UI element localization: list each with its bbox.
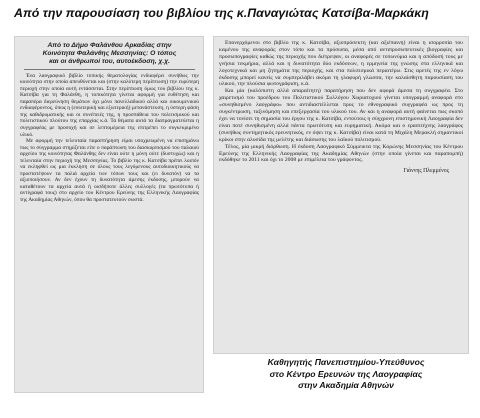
- article-body-right: [219, 40, 463, 164]
- caption-line: Καθηγητής Πανεπιστημίου-Υπεύθυνος: [267, 357, 425, 367]
- book-title: [24, 42, 195, 70]
- caption-line: στην Ακαδημία Αθηνών: [298, 380, 394, 391]
- article-paragraph: Ένα λαογραφικό βιβλίο τοπικής θεματολογίας ενδιαφέρει συνήθως την κοινότητα στην οποία απευθύνεται και (στην καλύτερη περίπτωση) την ευρύτερη περιοχή στην οποία αυτή εντάσσεται. Στην περίπτωση όμως του βιβλίου της κ. Κατσίβα για τη Φαλάνθη, η τοπικότητα γίνεται αφορμή για ευθέτηση και παραπέρα διερεύνηση θεμάτων όχι μόνο πανελλαδικού αλλά και οικουμενικού ενδιαφέροντος, όπως η (εσωτερική και εξωτερική) μετανάστευση, η ύστερη φάση της καθιδρυματικής και οι συνέπειές της, η προσπάθεια του πολιτισμικού και πολιτιστικού πλούτου της επαρχίας κ.ά. Τα θέματα αυτά τα διαπραγματεύεται η συγγραφέας με προσοχή και σε λεπτομέρεια της επιτρέπει το συγκεκριμένο υλικό.: [20, 72, 199, 138]
- article-paragraph: Με αφορμή την τελευταία παραπτήρηση είμαι υποχρεωμένη να επισημάνω πως το σύγγραμμα στηρίζεται είτε ο παράπτωση του διασκορπισμού του παλαιού αρχείου της κοινότητας Φαλάνθης δεν είναι ούτε η μόνη ούτε (δυστυχώς) και η τελευταία στην περιοχή της Μεσσηνίας. Το βιβλίο της κ. Κατσίβα πρέπει λοιπόν να εκληφθεί ως μια έκκληση σε όλους τους λεγόμενους αυτοδιοικητικούς να προστατέψουν τα παλιά αρχεία των τόπων τους και (ει δυνατόν) να τα αξιοποιήσουν. Αν δεν έχουν τη δυνατότητα άμεσης έκδοσης, μπορούν να καταθέτουν τα αρχεία αυτά ή οισδήποτε άλλες συλλογές (τα πρωτότυπα ή αντίγραφά τους) στο αρχείο του Κέντρου Ερεύνης της Ελληνικής Λαογραφίας της Ακαδημίας Αθηνών, όπου θα προστατευτούν σωστά.: [20, 138, 199, 203]
- newspaper-clipping-right: [213, 36, 469, 354]
- caption-line: στο Κέντρο Ερευνών της Λαογραφίας: [269, 368, 423, 379]
- book-title-line: και οι άνθρωποί του, αυτοέκδοση, χ.χ.: [49, 58, 170, 66]
- article-paragraph: Επανερχόμενοι στο βιβλίο της κ. Κατσίβα, αξιοπρόσεκτη (και αξιέπαινη) είναι η ισορροπία του καμένου της αναφοράς στον τόπο και τα πρόσωπα, μέσα από αντιπροσωπευτικές βιογραφίες και προσωπογραφίες καθώς της περιοχής που διέτρεψαν, οι αναφορές σε τοπωνύμια και η απόδοσή τους με γνήσια τεκμήρια, αλλά και η δυνατότητα δύο εκδόσεων, η ερμηνεία της γνώσης στα ελληνικά και λογοτεχνικά και μη ζητημάτα της περιοχής, και στα πολιτισμικά περαιτέρω. Στις αρετές της εν λόγω έκδοσης μπορεί κανείς να συμπεριλάβει ακόμα τη γλαφυρή γλώσσα, την καλαίσθητη παρουσίαση του υλικού, την πλούσια φωτογράφιση, κ.ά.: [219, 40, 463, 88]
- article-paragraph: Και μία (καλόπιστη αλλά απαραίτητη) παρατήρηση που δεν αφορά άμεσα τη συγγραφέα. Στο χαιρετισμό του προέδρου του Πολιτιστικού Συλλόγου Χωριατοχιού γίνεται υπογραμμή αναφορά στο «συνηθισμένο λαογράφο» που αντιδιαστέλλεται προς το εθνογραφικό συγγραφέα ως προς τη συγκέντρωση, ταξινόμηση και επεξεργασία του υλικού του. Αν και η αναφορά αυτή φαίνεται πως σκοπό έχει να τονίσει τη σημασία του έργου της κ. Κατσίβα, εντούτοις η σύγχρονη επιστημονική Λαογραφία δεν είναι ποτέ συνηθισμένη αλλά πάντα πρωτότυπη και ευρηματική. Ακόμα και ο ερασιτέχνης λαογράφος (συνήθως συντηρητικός ερευνητικός, εν όψει της κ. Κατσίβα) είναι κατά τη Μιχάλη Μερακλή σημαντικοί κρίκοι στην αλυσίδα της μελέτης και διάσωσης του λαϊκού πολιτισμού.: [219, 88, 463, 143]
- article-paragraph: Τέλος, μία μικρή διόρθωση. Η έκδοση Λαογραφικό Σύμμεικτα της Κορώνης Μεσσηνίας του Κέντρου Ερεύνης της Ελληνικής Λαογραφίας της Ακαδημίας Αθηνών (στην οποία γίνεται και παραπομπή) εκδόθηκε το 2011 και όχι το 2008 με επιμέλεια του γράφοντος.: [219, 143, 463, 164]
- book-title-line: Από το Δήμο Φαλάνθου Αρκαδίας στην: [47, 42, 172, 49]
- author-caption: [221, 357, 471, 392]
- book-title-line: Κοινότητα Φαλάνθης Μεσσηνίας: Ο τόπος: [42, 50, 177, 58]
- article-body-left: [20, 73, 199, 204]
- headline: Από την παρουσίαση του βιβλίου της κ.Παναγιώτας Κατσίβα-Μαρκάκη: [14, 6, 429, 20]
- author-signature: Γιάννης Πλεμμένος: [403, 168, 449, 175]
- newspaper-clipping-left: [14, 36, 204, 393]
